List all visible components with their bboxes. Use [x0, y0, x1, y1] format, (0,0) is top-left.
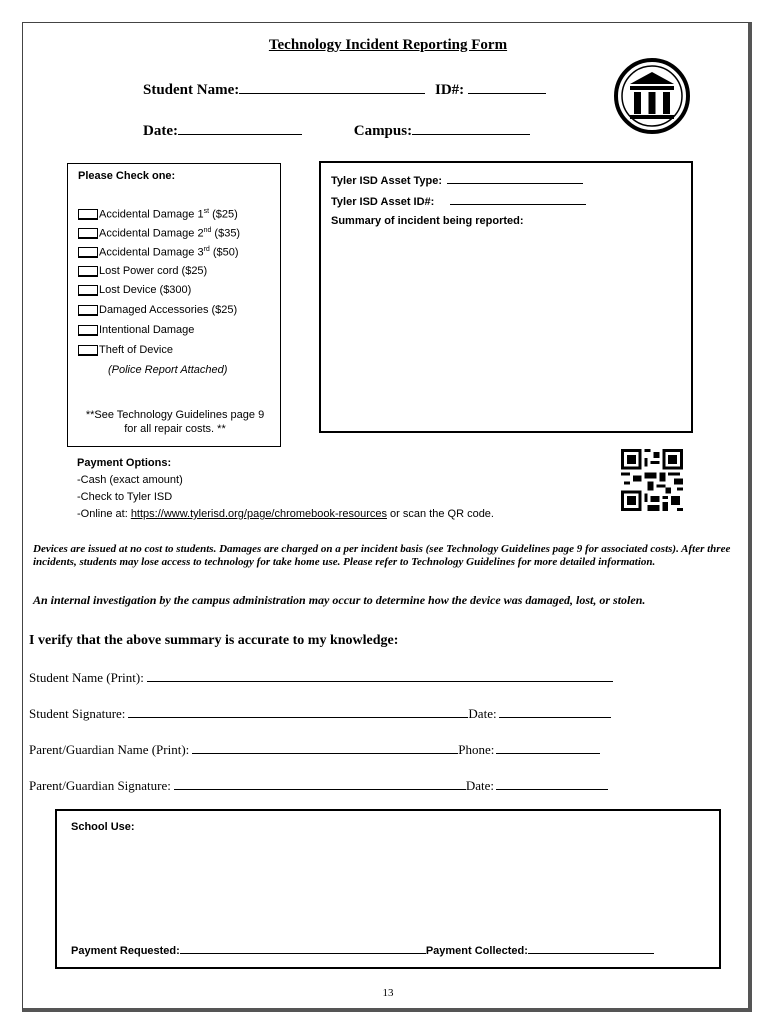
option-lost-device[interactable]: Lost Device ($300)	[78, 284, 191, 300]
payment-options	[77, 455, 494, 523]
parent-print-field[interactable]	[192, 741, 458, 754]
check-heading: Please Check one:	[78, 170, 176, 182]
asset-id-row: Tyler ISD Asset ID#:	[331, 194, 586, 208]
student-name-row	[143, 79, 546, 99]
student-date-field[interactable]	[499, 705, 611, 718]
school-use-box	[55, 809, 721, 969]
parent-print-row: Parent/Guardian Name (Print): Phone:	[29, 741, 600, 758]
checkbox[interactable]	[78, 345, 98, 356]
asset-type-field[interactable]	[447, 173, 583, 184]
notice-investigation: An internal investigation by the campus administration may occur to determine how the device was damaged, lost, or stolen.	[33, 593, 646, 607]
chromebook-resources-link[interactable]: https://www.tylerisd.org/page/chromebook-resources	[130, 508, 387, 520]
date-field[interactable]	[178, 120, 302, 135]
police-note: (Police Report Attached)	[108, 364, 228, 376]
payment-row: Payment Requested: Payment Collected:	[71, 943, 654, 957]
option-accidental-3[interactable]: Accidental Damage 3rd ($50)	[78, 246, 239, 262]
date-campus-row	[143, 120, 530, 140]
parent-signature-field[interactable]	[174, 777, 466, 790]
summary-label: Summary of incident being reported:	[331, 215, 524, 227]
phone-field[interactable]	[496, 741, 600, 754]
option-lost-power-cord[interactable]: Lost Power cord ($25)	[78, 265, 207, 281]
payment-check: -Check to Tyler ISD	[77, 491, 173, 503]
option-intentional-damage[interactable]: Intentional Damage	[78, 324, 194, 340]
student-name-label: Student Name:	[143, 82, 240, 98]
option-theft[interactable]: Theft of Device	[78, 344, 173, 360]
id-label: ID#:	[435, 82, 465, 98]
payment-cash: -Cash (exact amount)	[77, 474, 183, 486]
payment-requested-field[interactable]	[180, 943, 426, 954]
campus-field[interactable]	[412, 120, 530, 135]
verify-statement: I verify that the above summary is accurate to my knowledge:	[29, 633, 399, 648]
payment-online: -Online at: https://www.tylerisd.org/page/chromebook-resources or scan the QR code.	[77, 508, 494, 520]
payment-collected-field[interactable]	[528, 943, 654, 954]
checkbox[interactable]	[78, 209, 98, 220]
form-page	[22, 22, 752, 1012]
form-title: Technology Incident Reporting Form	[268, 37, 508, 53]
asset-id-field[interactable]	[450, 194, 586, 205]
checkbox[interactable]	[78, 285, 98, 296]
checkbox[interactable]	[78, 228, 98, 239]
payment-heading: Payment Options:	[77, 457, 172, 469]
notice-devices: Devices are issued at no cost to students. Damages are charged on a per incident basis (see Technology Guidelines page 9 for associated costs). After three incidents, students may lose access to technology for take home use. Please refer to Technology Guidelines for more detailed information.	[33, 543, 731, 568]
parent-signature-row: Parent/Guardian Signature: Date:	[29, 777, 608, 794]
student-print-field[interactable]	[147, 669, 613, 682]
campus-label: Campus:	[353, 123, 413, 139]
student-print-row: Student Name (Print):	[29, 669, 613, 686]
student-name-field[interactable]	[239, 79, 425, 94]
district-logo	[613, 57, 691, 135]
qr-code[interactable]	[621, 449, 683, 511]
asset-type-row: Tyler ISD Asset Type:	[331, 173, 583, 187]
guidelines-note: **See Technology Guidelines page 9 for all repair costs. **	[85, 409, 265, 435]
option-accidental-1[interactable]: Accidental Damage 1st ($25)	[78, 208, 238, 224]
option-damaged-accessories[interactable]: Damaged Accessories ($25)	[78, 304, 237, 320]
checkbox[interactable]	[78, 305, 98, 316]
parent-date-field[interactable]	[496, 777, 608, 790]
asset-box	[319, 161, 693, 433]
id-field[interactable]	[468, 79, 546, 94]
school-use-heading: School Use:	[71, 821, 135, 833]
incident-type-box	[67, 163, 281, 447]
page-number: 13	[382, 987, 394, 999]
date-label: Date:	[143, 123, 178, 139]
checkbox[interactable]	[78, 266, 98, 277]
checkbox[interactable]	[78, 325, 98, 336]
option-accidental-2[interactable]: Accidental Damage 2nd ($35)	[78, 227, 240, 243]
student-signature-field[interactable]	[128, 705, 468, 718]
student-signature-row: Student Signature: Date:	[29, 705, 611, 722]
checkbox[interactable]	[78, 247, 98, 258]
